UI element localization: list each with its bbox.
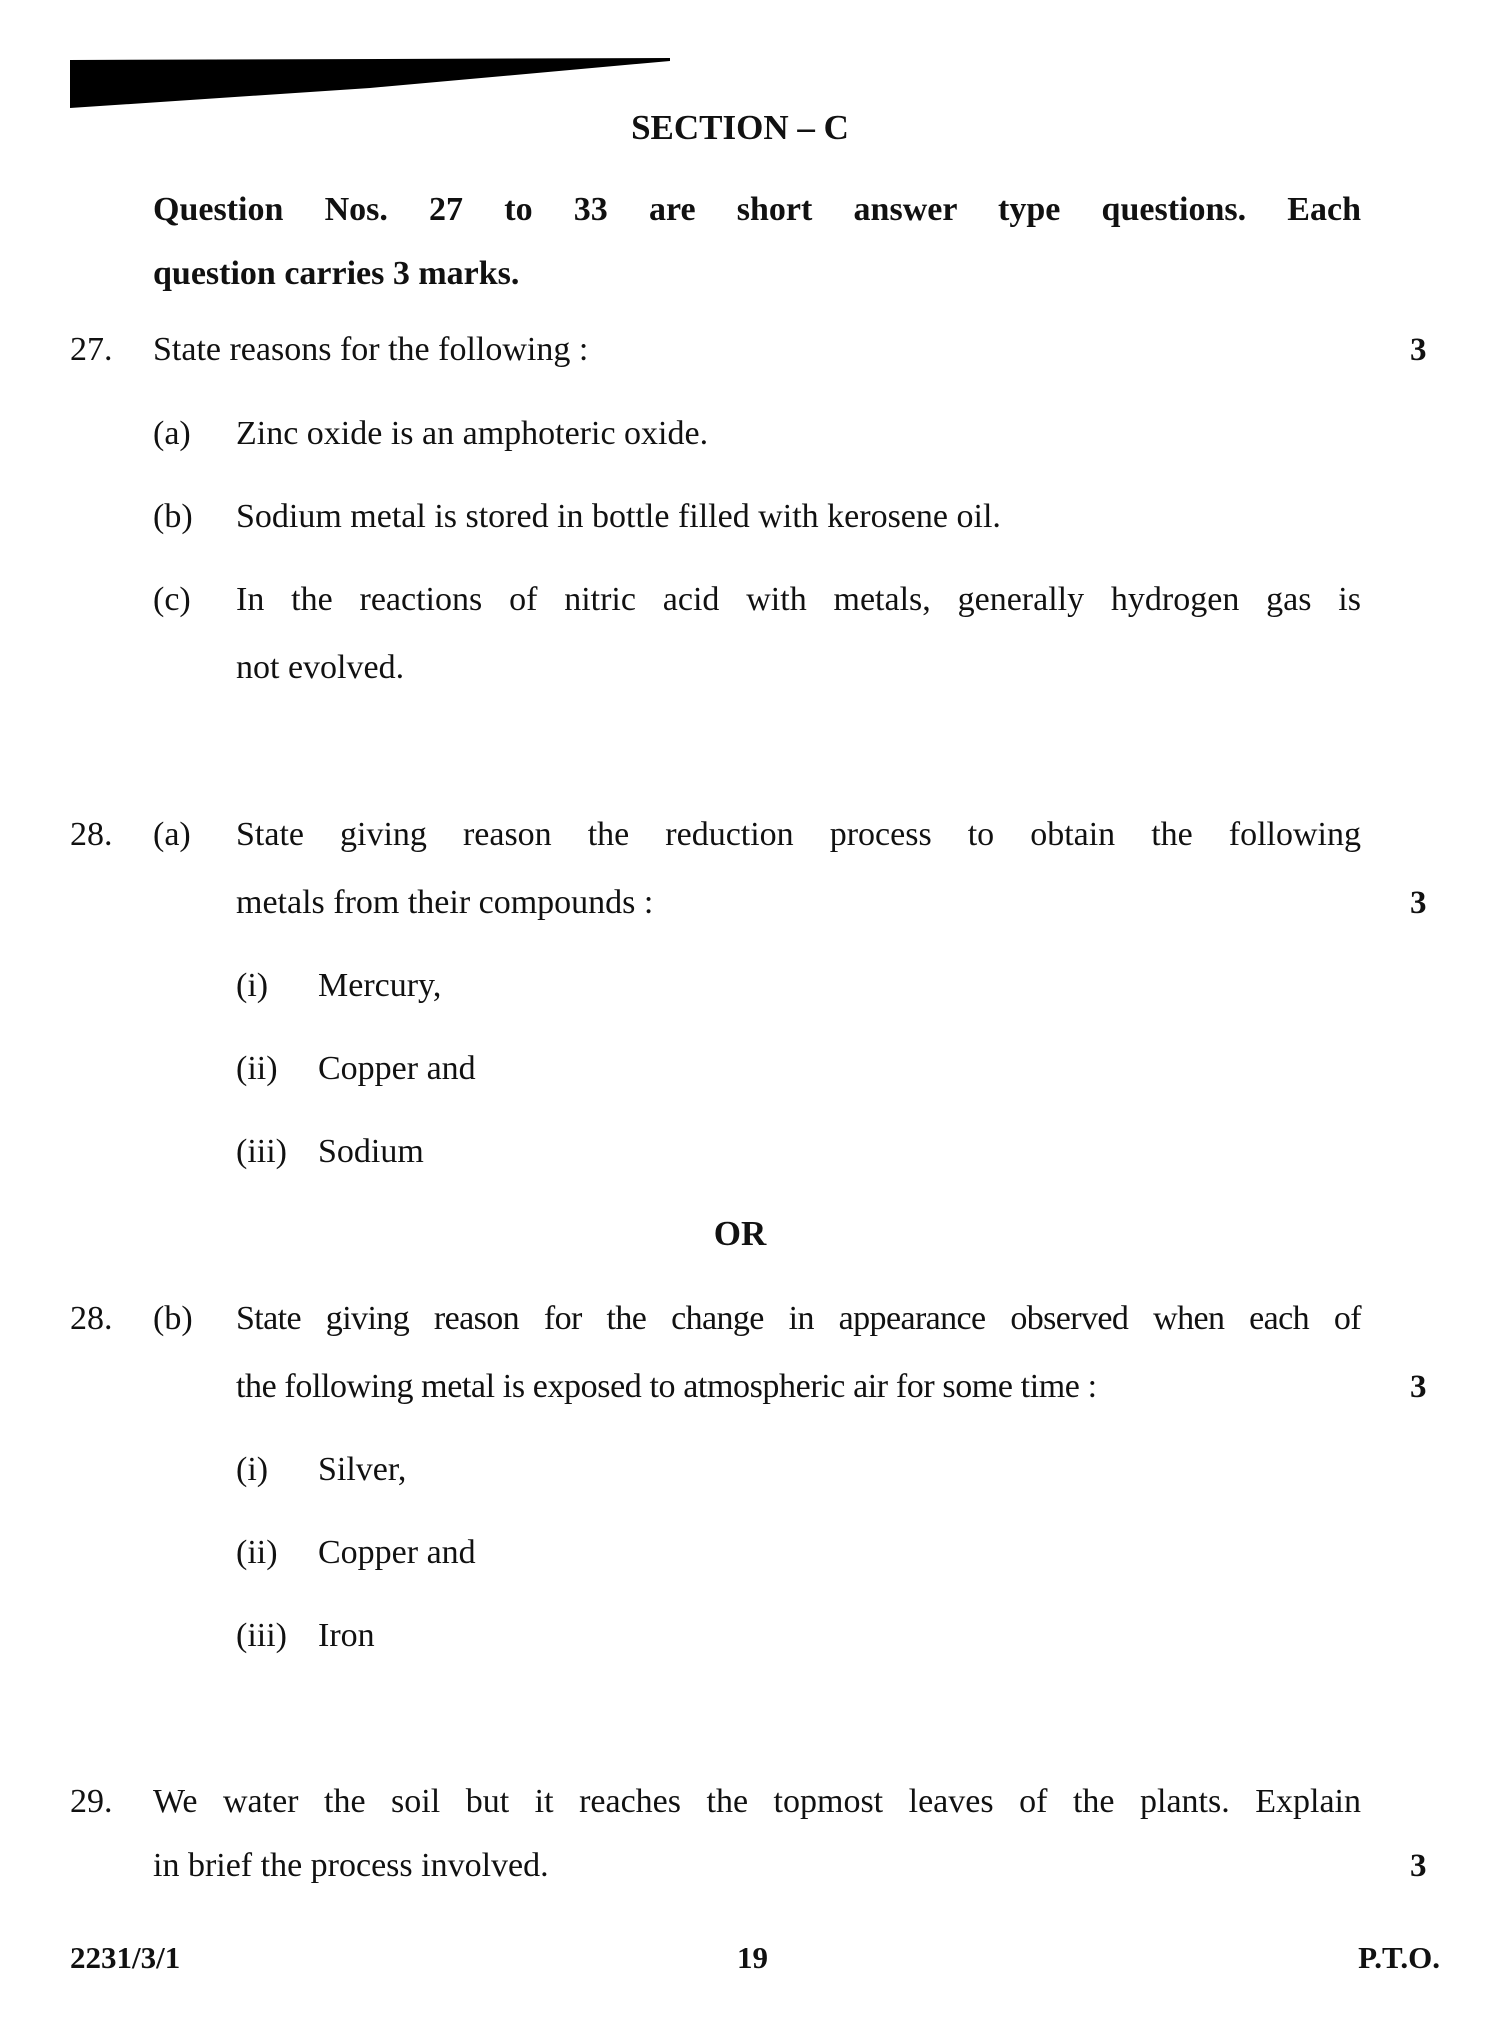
q28a-label: (a)	[153, 816, 191, 853]
q28a-item-i-text: Mercury,	[318, 967, 442, 1004]
q27-part-a-label: (a)	[153, 415, 191, 452]
q28a-item-i-label: (i)	[236, 967, 269, 1004]
q28b-item-ii-text: Copper and	[318, 1534, 476, 1571]
q28b-item-i-text: Silver,	[318, 1451, 407, 1488]
q28b-line-2: the following metal is exposed to atmospheric air for some time :	[236, 1368, 1097, 1405]
q28b-item-ii-label: (ii)	[236, 1534, 278, 1571]
q28a-item-iii-text: Sodium	[318, 1133, 424, 1170]
instructions-line-2: question carries 3 marks.	[153, 255, 520, 292]
q28b-number: 28.	[70, 1300, 113, 1337]
header-black-bar	[70, 58, 670, 108]
q28b-marks: 3	[1410, 1369, 1427, 1405]
q27-part-c-line-1: In the reactions of nitric acid with metals, generally hydrogen gas is	[236, 581, 1361, 618]
q28a-item-iii-label: (iii)	[236, 1133, 287, 1170]
q27-part-c-line-2: not evolved.	[236, 649, 405, 686]
q29-marks: 3	[1410, 1848, 1427, 1884]
q28a-number: 28.	[70, 816, 113, 853]
q27-part-a-text: Zinc oxide is an amphoteric oxide.	[236, 415, 709, 452]
q27-part-b-label: (b)	[153, 498, 193, 535]
q27-marks: 3	[1410, 332, 1427, 368]
section-title: SECTION – C	[631, 108, 849, 147]
q28b-line-1: State giving reason for the change in appearance observed when each of	[236, 1300, 1361, 1337]
instructions-line-1: Question Nos. 27 to 33 are short answer type questions. Each	[153, 191, 1361, 228]
q28a-item-ii-label: (ii)	[236, 1050, 278, 1087]
q29-number: 29.	[70, 1783, 113, 1820]
q28b-label: (b)	[153, 1300, 193, 1337]
q28b-item-i-label: (i)	[236, 1451, 269, 1488]
or-separator: OR	[713, 1214, 767, 1253]
q28b-item-iii-label: (iii)	[236, 1617, 287, 1654]
q27-number: 27.	[70, 331, 113, 368]
footer-page-number: 19	[737, 1940, 768, 1975]
q27-part-b-text: Sodium metal is stored in bottle filled with kerosene oil.	[236, 498, 1001, 535]
q29-line-2: in brief the process involved.	[153, 1847, 549, 1884]
q27-part-c-label: (c)	[153, 581, 191, 618]
q28b-item-iii-text: Iron	[318, 1617, 375, 1654]
q28a-marks: 3	[1410, 885, 1427, 921]
footer-pto: P.T.O.	[1358, 1940, 1440, 1975]
q27-text: State reasons for the following :	[153, 331, 589, 368]
q28a-item-ii-text: Copper and	[318, 1050, 476, 1087]
q28a-line-2: metals from their compounds :	[236, 884, 654, 921]
footer-paper-code: 2231/3/1	[70, 1940, 181, 1975]
q29-line-1: We water the soil but it reaches the topmost leaves of the plants. Explain	[153, 1783, 1361, 1820]
q28a-line-1: State giving reason the reduction process to obtain the following	[236, 816, 1361, 853]
